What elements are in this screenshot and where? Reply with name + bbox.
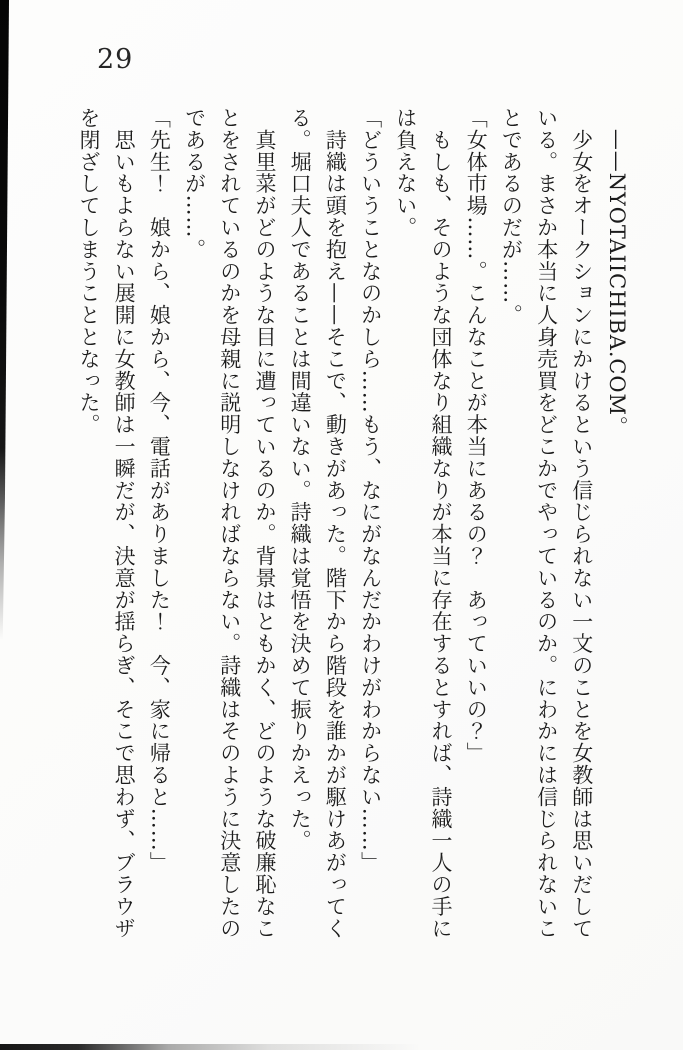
scan-gutter-shadow-left [0, 0, 9, 640]
text-column: 真里菜がどのような目に遭っているのか。背景はともかく、どのような破廉恥なこ [252, 107, 277, 940]
page-number: 29 [97, 44, 134, 75]
vertical-text-block [71, 107, 634, 947]
text-column: る。堀口夫人であることは間違いない。詩織は覚悟を決めて振りかえった。 [288, 107, 313, 852]
text-column: いる。まさか本当に人身売買をどこかでやっているのか。にわかには信じられないこ [534, 107, 559, 940]
text-column: は負えない。 [393, 107, 418, 239]
text-column: を閉ざしてしまうこととなった。 [76, 107, 101, 436]
text-column-dialogue: 「女体市場……。こんなことが本当にあるの？ あっていいの？」 [464, 107, 489, 764]
scan-edge-shadow-bottom [0, 1044, 560, 1050]
text-column-heading-url: ——NYOTAIICHIBA.COM。 [605, 107, 629, 438]
text-column: とであるのだが……。 [499, 107, 524, 326]
text-column: もしも、そのような団体なり組織なりが本当に存在するとすれば、詩織一人の手に [428, 107, 453, 940]
text-column: とをされているのかを母親に説明しなければならない。詩織はそのように決意したの [217, 107, 242, 940]
text-column: であるが……。 [182, 107, 207, 261]
text-column-dialogue: 「どういうことなのかしら……もう、なにがなんだかわけがわからない……」 [358, 107, 383, 874]
text-column-dialogue: 「先生！ 娘から、娘から、今、電話がありました！ 今、家に帰ると……」 [147, 107, 172, 874]
text-column: 思いもよらない展開に女教師は一瞬だが、決意が揺らぎ、そこで思わず、ブラウザ [112, 107, 137, 940]
text-column: 少女をオークションにかけるという信じられない一文のことを女教師は思いだして [569, 107, 594, 940]
text-column: 詩織は頭を抱え——そこで、動きがあった。階下から階段を誰かが駆けあがってく [323, 107, 348, 940]
